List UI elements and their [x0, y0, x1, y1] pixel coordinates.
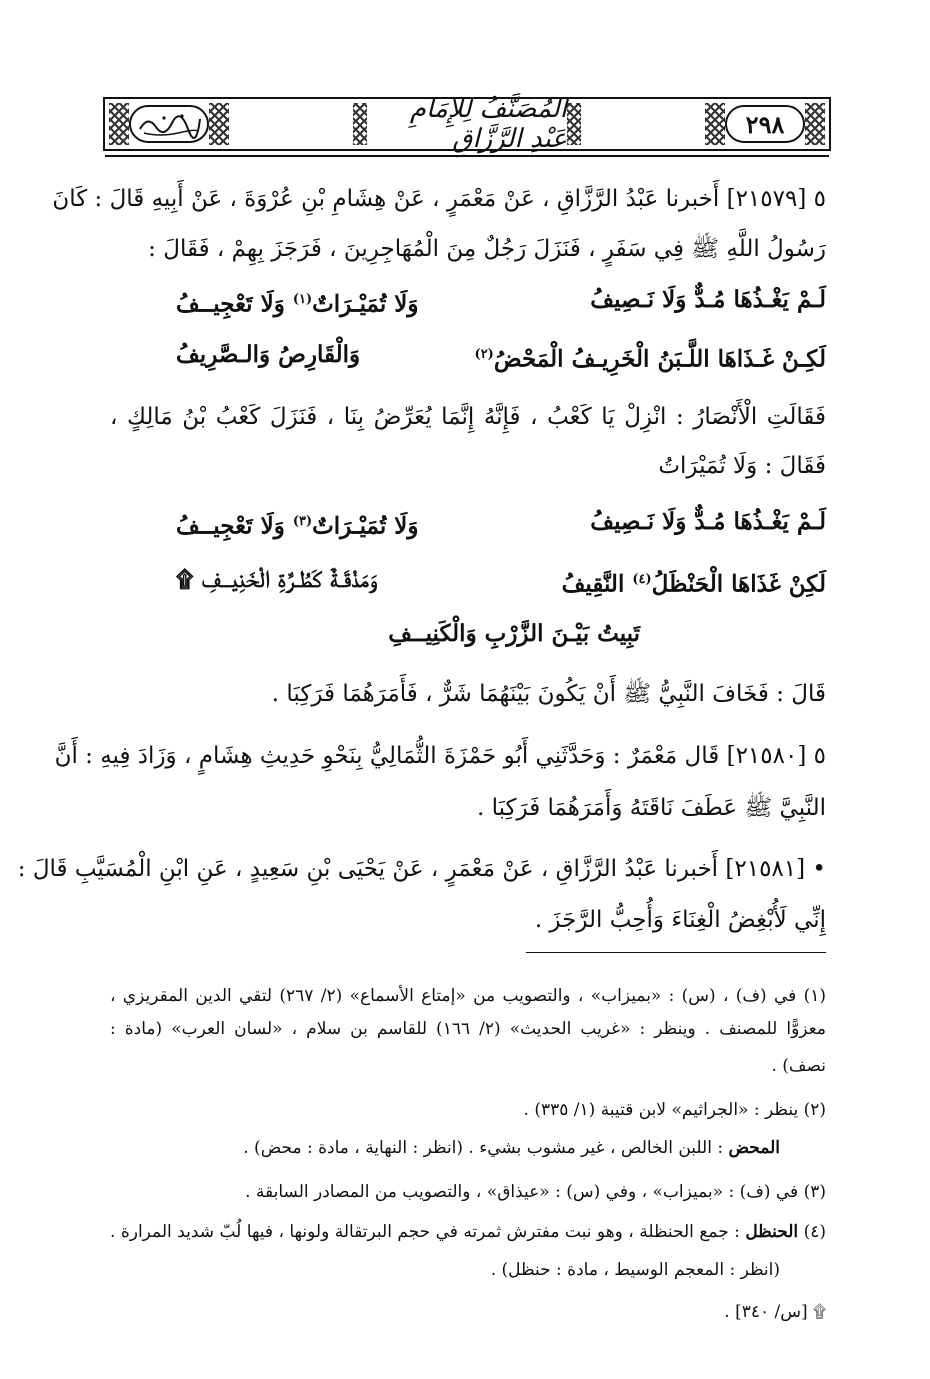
verse-1-b	[176, 283, 418, 322]
footnote-4-text: : جمع الحنظلة ، وهو نبت مفترش ثمرته في حجم البرتقالة ولونها ، فيها لُبّ شديد المرارة .	[110, 1222, 746, 1242]
footnote-2-keyword: المحض	[728, 1138, 780, 1158]
footnote-1-line-3: نصف) .	[771, 1056, 826, 1076]
verse-2-a-text: لَكِـنْ غَـذَاهَا اللَّـبَنُ الْخَرِيـفُ	[571, 345, 826, 373]
footnote-2-text: : اللبن الخالص ، غير مشوب بشيء . (انظر : النهاية ، مادة : محض) .	[243, 1138, 729, 1158]
verse-3-a	[590, 505, 826, 539]
verse-1-a	[590, 283, 826, 317]
page-number: ٢٩٨	[725, 105, 805, 143]
footnote-ref-4: (٤)	[632, 572, 652, 587]
text-line-3: فَقَالَتِ الْأَنْصَارُ : انْزِلْ يَا كَعْبُ ، فَإِنَّهُ إِنَّمَا يُعَرِّضُ بِنَا ، فَنَزَلَ كَعْبُ بْنُ مَالِكٍ ،	[110, 404, 826, 430]
text-line-9: إِنِّي لَأُبْغِضُ الْغِنَاءَ وَأُحِبُّ الرَّجَزَ .	[534, 907, 826, 933]
footnote-1-line-1: (١) في (ف) ، (س) : «بميزاب» ، والتصويب من «إمتاع الأسماع» (٢/ ٢٦٧) لتقي الدين المقريزي ،	[110, 986, 826, 1006]
verse-2-c	[176, 338, 360, 372]
text-line-2: رَسُولُ اللَّهِ ﷺ فِي سَفَرٍ ، فَنَزَلَ رَجُلٌ مِنَ الْمُهَاجِرِينَ ، فَرَجَزَ بِهِمْ ، فَقَالَ :	[148, 236, 826, 262]
header-ornament-center-left	[353, 103, 367, 145]
verse-5: تَبِيتُ بَيْـنَ الزَّرْبِ وَالْكَنِيــفِ	[388, 620, 640, 647]
header-underline	[105, 155, 829, 157]
verse-3-b-text: وَلَا تُمَيْـرَاتٌ	[312, 512, 419, 540]
footnote-4-line-1	[110, 1218, 826, 1246]
footnote-4-line-2: (انظر : المعجم الوسيط ، مادة : حنظل) .	[490, 1260, 780, 1280]
footnote-2-line-2	[243, 1134, 780, 1162]
text-line-1: ٥ [٢١٥٧٩] أَخبرنا عَبْدُ الرَّزَّاقِ ، عَنْ مَعْمَرٍ ، عَنْ هِشَامِ بْنِ عُرْوَةَ ، عَنْ أَبِيهِ قَالَ : كَانَ	[52, 186, 826, 212]
text-line-8: • [٢١٥٨١] أَخبرنا عَبْدُ الرَّزَّاقِ ، عَنْ مَعْمَرٍ ، عَنْ يَحْيَى بْنِ سَعِيدٍ ، عَنِ ابْنِ الْمُسَيَّبِ قَالَ :	[17, 856, 826, 882]
footnote-ref-2: (٢)	[474, 347, 494, 362]
text-line-7: النَّبِيَّ ﷺ عَطَفَ نَاقَتَهُ وَأَمَرَهُمَا فَرَكِبَا .	[476, 795, 826, 821]
header-ornament-left-inner	[209, 103, 229, 145]
verse-3-a-text: لَـمْ يَغْـذُهَا مُـدٌّ وَلَا نَـصِيفُ	[590, 508, 826, 535]
calligraphy-logo-icon	[134, 109, 204, 139]
header-ornament-left-outer	[109, 103, 129, 145]
header-ornament-right-inner	[705, 103, 725, 145]
header-ornament-right-outer	[805, 103, 825, 145]
verse-4-a	[562, 563, 826, 602]
verse-4-a-text: لَكِنْ غَذَاهَا الْحَنْظَلُ	[651, 570, 826, 598]
verse-2-c-text: وَالْقَارِصُ وَالـصَّرِيفُ	[176, 341, 361, 368]
footnote-1-line-2: معزوًّا للمصنف . وينظر : «غريب الحديث» (٢/ ١٦٦) للقاسم بن سلام ، «لسان العرب» (مادة :	[110, 1019, 826, 1039]
book-title: المُصَنَّفُ لِلإِمَامِ عَبْدِ الرَّزَّاقِ	[409, 94, 567, 154]
verse-4-c	[176, 563, 377, 597]
footnote-ref-1: (١)	[292, 292, 313, 307]
footnote-4-keyword: الحنظل	[745, 1222, 799, 1242]
text-line-5: قَالَ : فَخَافَ النَّبِيُّ ﷺ أَنْ يَكُونَ بَيْنَهُمَا شَرٌّ ، فَأَمَرَهُمَا فَرَكِبَا .	[271, 681, 826, 707]
footnote-source-marker: ۩ [س/ ٣٤٠] .	[724, 1302, 826, 1322]
footnote-ref-3: (٣)	[292, 514, 313, 529]
page-header	[103, 94, 831, 154]
verse-3-c-text: وَلَا تَعْجِيــفُ	[176, 512, 285, 540]
verse-3-b	[176, 505, 418, 544]
footnote-4-number: (٤)	[798, 1222, 826, 1242]
verse-1-a-text: لَـمْ يَغْـذُهَا مُـدٌّ وَلَا نَـصِيفُ	[590, 286, 826, 313]
text-line-4: فَقَالَ : وَلَا تُمَيْرَاتُ	[658, 453, 826, 479]
verse-1-b-text: وَلَا تُمَيْـرَاتٌ	[312, 290, 419, 318]
verse-1-c-text: وَلَا تَعْجِيــفُ	[176, 290, 285, 318]
footnote-2-line-1: (٢) ينظر : «الجراثيم» لابن قتيبة (١/ ٣٣٥) .	[523, 1100, 826, 1120]
book-logo-seal	[129, 105, 209, 143]
verse-2-a	[475, 338, 826, 377]
text-line-6: ٥ [٢١٥٨٠] قَال مَعْمَرٌ : وَحَدَّثَنِي أَبُو حَمْزَةَ الثُّمَالِيُّ بِنَحْوِ حَدِيثِ هِشَامٍ ، وَزَادَ فِيهِ : أَنَّ	[54, 743, 826, 769]
verse-2-b-text: الْمَحْضُ	[493, 345, 564, 373]
footnote-separator	[526, 952, 826, 953]
verse-4-c-text: وَمَذْقَـةٌ كَطُـرَّةِ الْخَنِيــفِ ۩	[176, 566, 377, 593]
footnote-3: (٣) في (ف) : «بميزاب» ، وفي (س) : «عيذاق» ، والتصويب من المصادر السابقة .	[245, 1182, 826, 1202]
header-ornament-center-right	[567, 103, 581, 145]
verse-4-b-text: النَّقِيفُ	[561, 570, 625, 598]
